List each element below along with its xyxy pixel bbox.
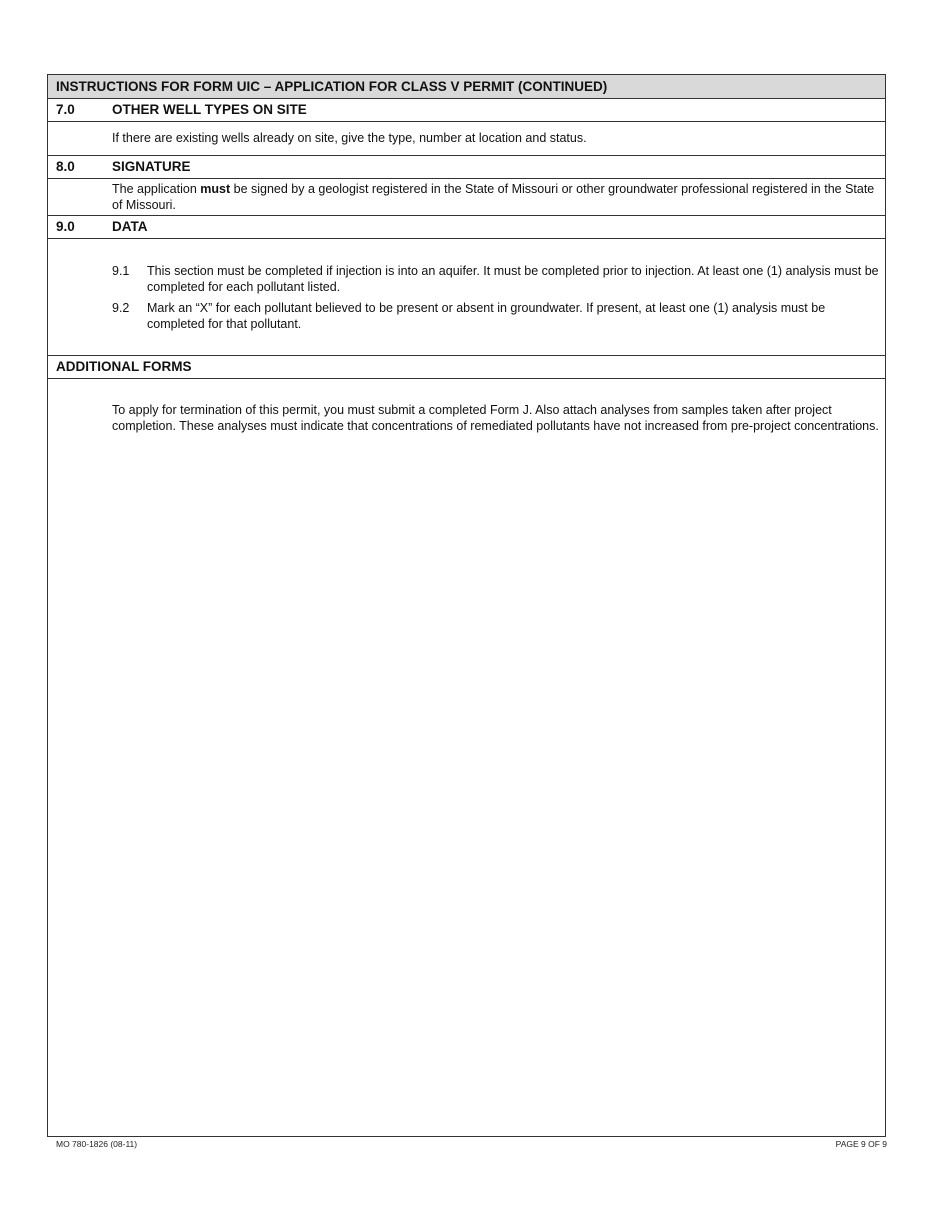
page-number: PAGE 9 OF 9 [835,1139,887,1149]
form-title: INSTRUCTIONS FOR FORM UIC – APPLICATION FOR CLASS V PERMIT (CONTINUED) [48,75,885,99]
section-9-number: 9.0 [56,219,75,234]
section-8-text-after: be signed by a geologist registered in the State of Missouri or other groundwater professional registered in the State of Missouri. [112,182,875,212]
section-7-header [48,99,885,122]
item-9-1-text: This section must be completed if injection is into an aquifer. It must be completed prior to injection. At least one (1) analysis must be completed for each pollutant listed. [147,264,879,294]
section-7-body [48,122,885,156]
section-9-item [112,264,879,295]
section-8-text-bold: must [200,182,231,196]
section-8-title: SIGNATURE [112,159,191,174]
additional-forms-body [48,379,885,434]
item-9-2-number: 9.2 [112,301,130,315]
section-7-number: 7.0 [56,102,75,117]
section-7-title: OTHER WELL TYPES ON SITE [112,102,307,117]
section-9-title: DATA [112,219,148,234]
section-9-header [48,216,885,239]
item-9-2-text: Mark an “X” for each pollutant believed to be present or absent in groundwater. If present, at least one (1) analysis must be completed for that pollutant. [147,301,826,331]
section-8-header [48,156,885,179]
section-8-text-before: The application [112,182,201,196]
section-7-text: If there are existing wells already on site, give the type, number at location and status. [112,131,587,145]
section-8-body [48,179,885,216]
section-9-item [112,301,879,332]
form-number: MO 780-1826 (08-11) [56,1139,138,1149]
additional-forms-text: To apply for termination of this permit, you must submit a completed Form J. Also attach analyses from samples taken after project completion. These analyses must indicate that concentrations of remediated pollutants have not increased from pre-project concentrations. [112,403,879,433]
section-8-number: 8.0 [56,159,75,174]
additional-forms-header [48,356,885,379]
item-9-1-number: 9.1 [112,264,130,278]
section-9-body [48,239,885,356]
additional-forms-title: ADDITIONAL FORMS [56,359,192,374]
instructions-form [47,74,886,1137]
